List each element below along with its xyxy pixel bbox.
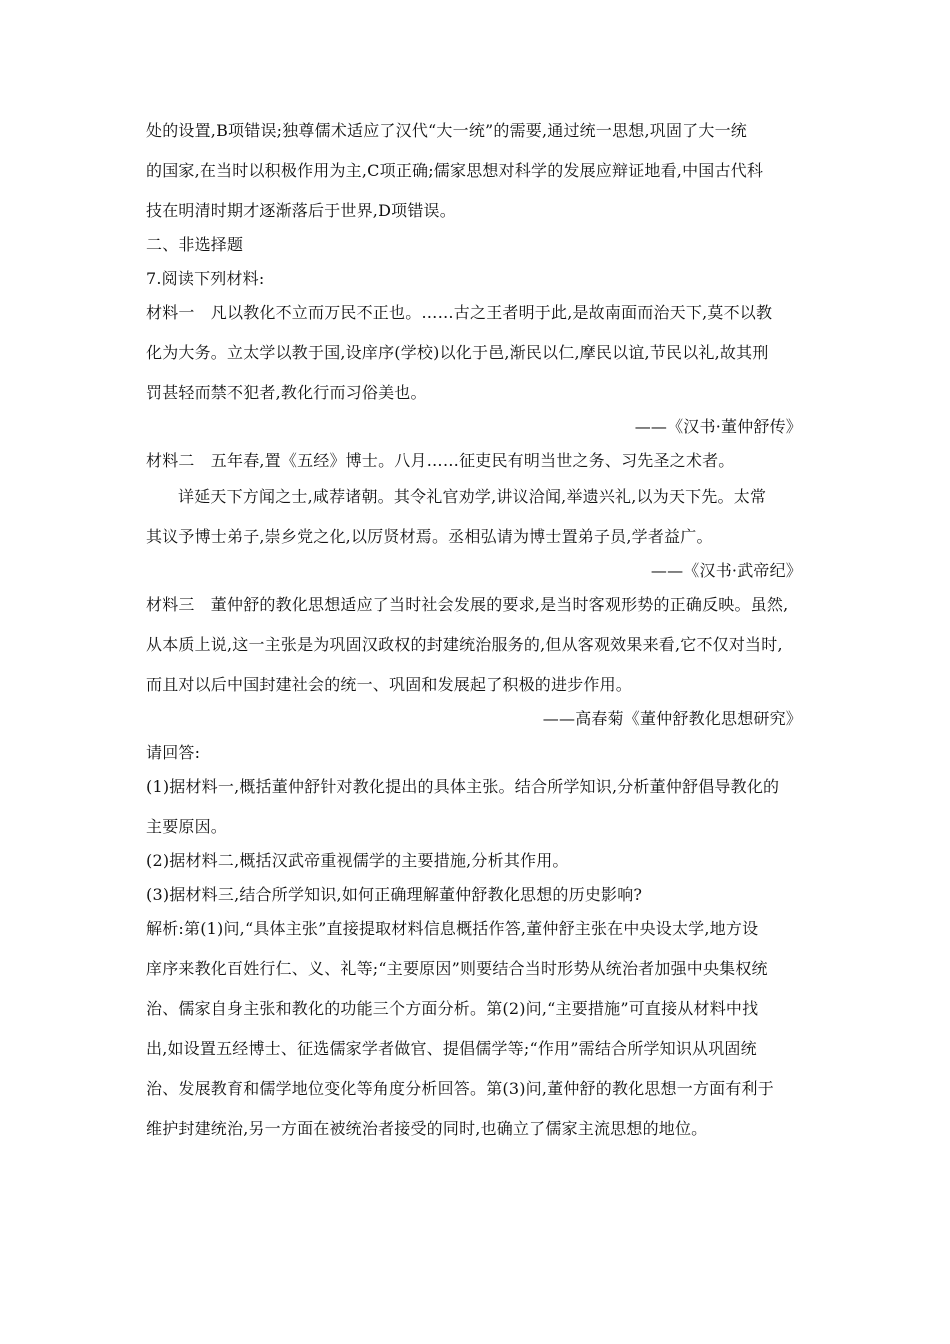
analysis-line-1: 解析:第(1)问,“具体主张”直接提取材料信息概括作答,董仲舒主张在中央设太学,地方设 xyxy=(146,919,759,938)
material-three-line-2: 从本质上说,这一主张是为巩固汉政权的封建统治服务的,但从客观效果来看,它不仅对当时, xyxy=(146,635,783,654)
material-one-line-1: 材料一 凡以教化不立而万民不正也。……古之王者明于此,是故南面而治天下,莫不以教 xyxy=(146,303,773,322)
text-line-1: 处的设置,B项错误;独尊儒术适应了汉代“大一统”的需要,通过统一思想,巩固了大一统 xyxy=(146,121,747,140)
analysis-line-2: 庠序来教化百姓行仁、义、礼等;“主要原因”则要结合当时形势从统治者加强中央集权统 xyxy=(146,959,768,978)
question-title: 7.阅读下列材料: xyxy=(146,269,265,288)
question-1-line-1: (1)据材料一,概括董仲舒针对教化提出的具体主张。结合所学知识,分析董仲舒倡导教化的 xyxy=(146,777,780,796)
material-two-line-1: 材料二 五年春,置《五经》博士。八月……征吏民有明当世之务、习先圣之术者。 xyxy=(146,451,735,470)
material-three-line-1: 材料三 董仲舒的教化思想适应了当时社会发展的要求,是当时客观形势的正确反映。虽然, xyxy=(146,595,789,614)
material-three-line-3: 而且对以后中国封建社会的统一、巩固和发展起了积极的进步作用。 xyxy=(146,675,633,694)
question-2: (2)据材料二,概括汉武帝重视儒学的主要措施,分析其作用。 xyxy=(146,851,569,870)
analysis-line-3: 治、儒家自身主张和教化的功能三个方面分析。第(2)问,“主要措施”可直接从材料中找 xyxy=(146,999,759,1018)
text-line-3: 技在明清时期才逐渐落后于世界,D项错误。 xyxy=(146,201,456,220)
question-1-line-2: 主要原因。 xyxy=(146,817,228,836)
material-two-line-2: 详延天下方闻之士,咸荐诸朝。其令礼官劝学,讲议洽闻,举遗兴礼,以为天下先。太常 xyxy=(178,487,767,506)
material-one-line-2: 化为大务。立太学以教于国,设庠序(学校)以化于邑,渐民以仁,摩民以谊,节民以礼,故其刑 xyxy=(146,343,769,362)
question-3: (3)据材料三,结合所学知识,如何正确理解董仲舒教化思想的历史影响? xyxy=(146,885,643,904)
material-two-line-3: 其议予博士弟子,崇乡党之化,以厉贤材焉。丞相弘请为博士置弟子员,学者益广。 xyxy=(146,527,713,546)
analysis-line-6: 维护封建统治,另一方面在被统治者接受的同时,也确立了儒家主流思想的地位。 xyxy=(146,1119,708,1138)
material-one-source: ——《汉书·董仲舒传》 xyxy=(634,417,802,436)
analysis-line-5: 治、发展教育和儒学地位变化等角度分析回答。第(3)问,董仲舒的教化思想一方面有利于 xyxy=(146,1079,774,1098)
document-page xyxy=(146,118,808,1142)
material-two-source: ——《汉书·武帝纪》 xyxy=(650,561,802,580)
questions-heading: 请回答: xyxy=(146,743,201,762)
analysis-line-4: 出,如设置五经博士、征选儒家学者做官、提倡儒学等;“作用”需结合所学知识从巩固统 xyxy=(146,1039,757,1058)
material-one-line-3: 罚甚轻而禁不犯者,教化行而习俗美也。 xyxy=(146,383,427,402)
text-line-2: 的国家,在当时以积极作用为主,C项正确;儒家思想对科学的发展应辩证地看,中国古代科 xyxy=(146,161,764,180)
section-heading: 二、非选择题 xyxy=(146,235,244,254)
material-three-source: ——高春菊《董仲舒教化思想研究》 xyxy=(542,709,802,728)
